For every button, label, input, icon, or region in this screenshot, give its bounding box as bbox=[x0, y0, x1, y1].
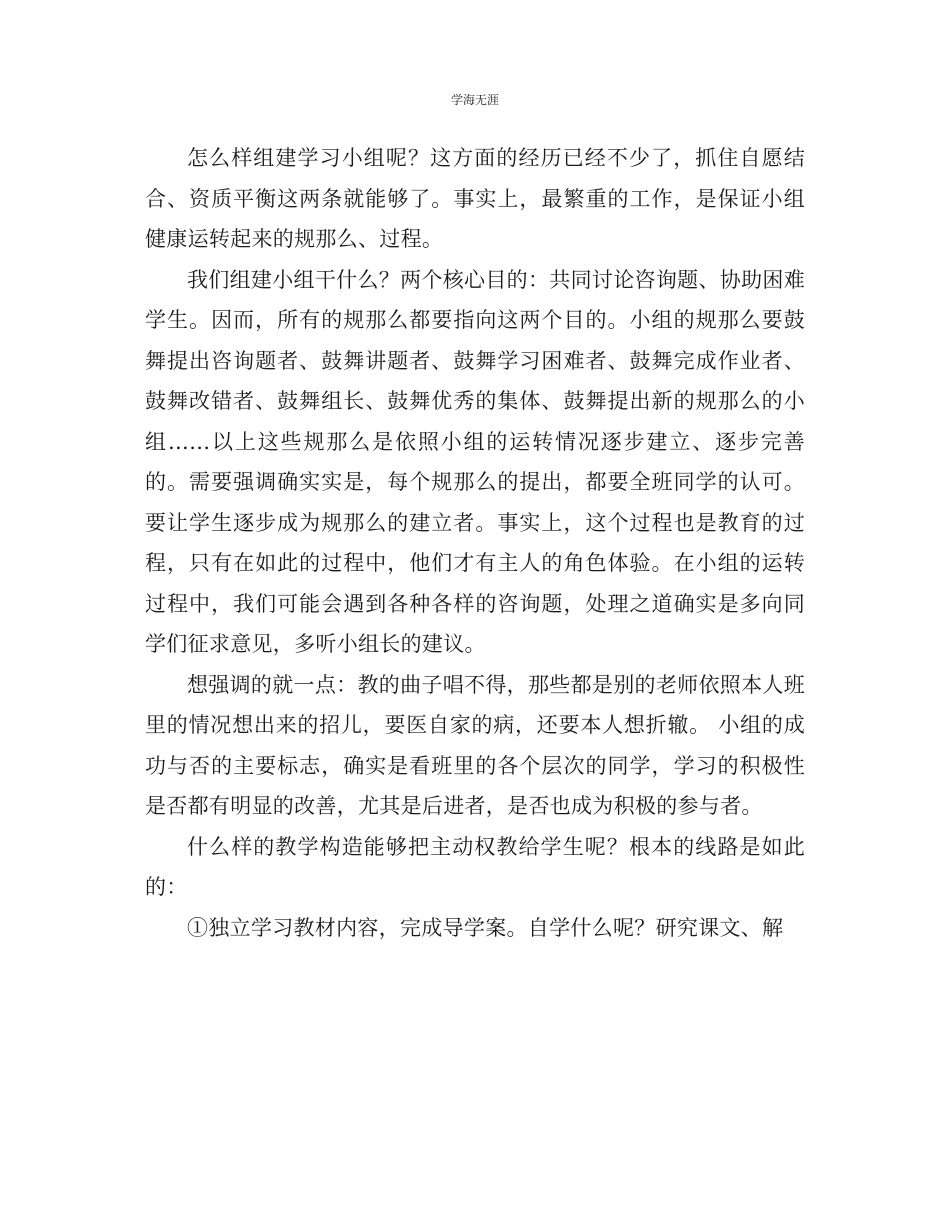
document-body bbox=[145, 138, 805, 948]
paragraph-group-rules: 我们组建小组干什么？两个核心目的：共同讨论咨询题、协助困难学生。因而，所有的规那么都要指向这两个目的。小组的规那么要鼓舞提出咨询题者、鼓舞讲题者、鼓舞学习困难者、鼓舞完成作业者、鼓舞改错者、鼓舞组长、鼓舞优秀的集体、鼓舞提出新的规那么的小组……以上这些规那么是依照小组的运转情况逐步建立、逐步完善的。需要强调确实实是，每个规那么的提出，都要全班同学的认可。要让学生逐步成为规那么的建立者。事实上，这个过程也是教育的过程，只有在如此的过程中，他们才有主人的角色体验。在小组的运转过程中，我们可能会遇到各种各样的咨询题，处理之道确实是多向同学们征求意见，多听小组长的建议。 bbox=[145, 267, 805, 656]
paragraph-step-one: ①独立学习教材内容，完成导学案。自学什么呢？研究课文、解 bbox=[187, 915, 784, 940]
paragraph-forming-groups: 怎么样组建学习小组呢？这方面的经历已经不少了，抓住自愿结合、资质平衡这两条就能够了。事实上，最繁重的工作，是保证小组健康运转起来的规那么、过程。 bbox=[145, 146, 805, 251]
page-header: 学海无涯 bbox=[450, 93, 499, 107]
paragraph-teaching-structure: 什么样的教学构造能够把主动权教给学生呢？根本的线路是如此的： bbox=[145, 834, 805, 899]
paragraph-group-success: 想强调的就一点：教的曲子唱不得，那些都是别的老师依照本人班里的情况想出来的招儿，要医自家的病，还要本人想折辙。 小组的成功与否的主要标志，确实是看班里的各个层次的同学，学习的积极性是否都有明显的改善，尤其是后进者，是否也成为积极的参与者。 bbox=[145, 672, 805, 818]
